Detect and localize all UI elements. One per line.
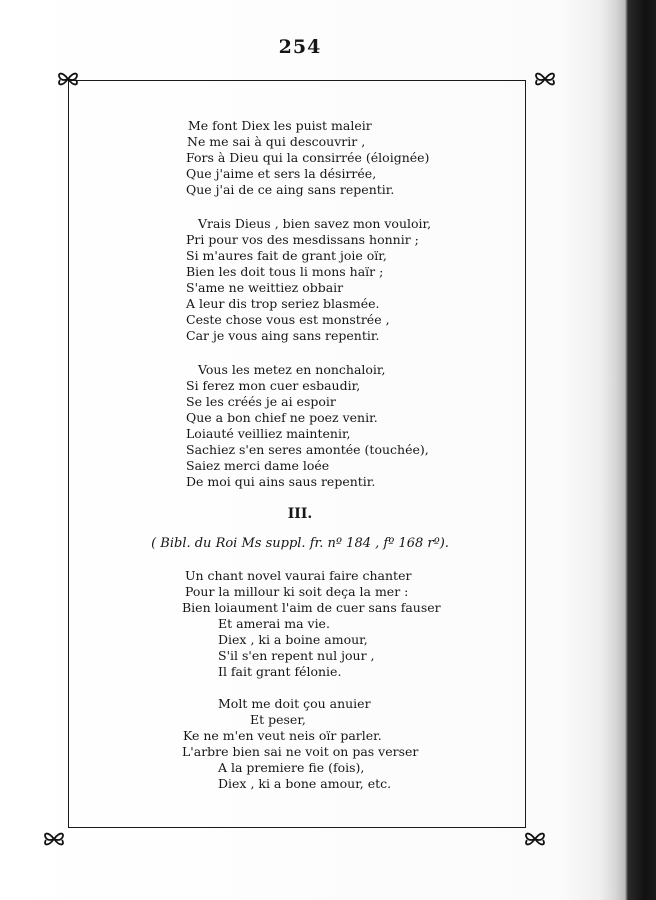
verse-line: Diex , ki a bone amour, etc.	[218, 776, 392, 791]
verse-line: Bien les doit tous li mons haïr ;	[186, 264, 384, 279]
verse-line: A leur dis trop seriez blasmée.	[186, 296, 380, 311]
verse-line: Diex , ki a boine amour,	[218, 632, 368, 647]
verse-line: Se les créés je ai espoir	[186, 394, 336, 409]
verse-line: Que a bon chief ne poez venir.	[186, 410, 378, 425]
verse-line: Pri pour vos des mesdissans honnir ;	[186, 232, 419, 247]
verse-line: Ne me sai à qui descouvrir ,	[187, 134, 366, 149]
corner-ornament-icon	[55, 66, 81, 92]
verse-line: A la premiere fie (fois),	[218, 760, 365, 775]
verse-line: Et amerai ma vie.	[218, 616, 330, 631]
verse-line: Ceste chose vous est monstrée ,	[186, 312, 390, 327]
verse-line: Si ferez mon cuer esbaudir,	[186, 378, 361, 393]
verse-line: Me font Diex les puist maleir	[188, 118, 372, 133]
manuscript-reference: ( Bibl. du Roi Ms suppl. fr. nº 184 , fº 168 rº).	[151, 536, 449, 551]
section-heading: III.	[287, 506, 313, 522]
verse-line: Il fait grant félonie.	[218, 664, 342, 679]
verse-line: Ke ne m'en veut neis oïr parler.	[183, 728, 382, 743]
verse-line: Si m'aures fait de grant joie oïr,	[186, 248, 387, 263]
verse-line: S'ame ne weittiez obbair	[186, 280, 344, 295]
page-number: 254	[278, 36, 322, 58]
verse-line: Vrais Dieus , bien savez mon vouloir,	[198, 216, 432, 231]
verse-line: Vous les metez en nonchaloir,	[198, 362, 386, 377]
verse-line: Que j'ai de ce aing sans repentir.	[186, 182, 395, 197]
verse-line: Sachiez s'en seres amontée (touchée),	[186, 442, 429, 457]
verse-line: S'il s'en repent nul jour ,	[218, 648, 375, 663]
verse-line: De moi qui ains saus repentir.	[186, 474, 376, 489]
verse-line: Un chant novel vaurai faire chanter	[185, 568, 412, 583]
verse-line: Fors à Dieu qui la consirrée (éloignée)	[186, 150, 430, 165]
verse-line: Pour la millour ki soit deça la mer :	[185, 584, 409, 599]
verse-line: Car je vous aing sans repentir.	[186, 328, 380, 343]
corner-ornament-icon	[532, 66, 558, 92]
corner-ornament-icon	[41, 826, 67, 852]
verse-line: Saiez merci dame loée	[186, 458, 330, 473]
verse-line: Et peser,	[250, 712, 306, 727]
verse-line: Bien loiaument l'aim de cuer sans fauser	[182, 600, 441, 615]
verse-line: Loiauté veilliez maintenir,	[186, 426, 351, 441]
corner-ornament-icon	[522, 826, 548, 852]
verse-line: Que j'aime et sers la désirrée,	[186, 166, 377, 181]
verse-line: L'arbre bien sai ne voit on pas verser	[182, 744, 419, 759]
verse-line: Molt me doit çou anuier	[218, 696, 371, 711]
